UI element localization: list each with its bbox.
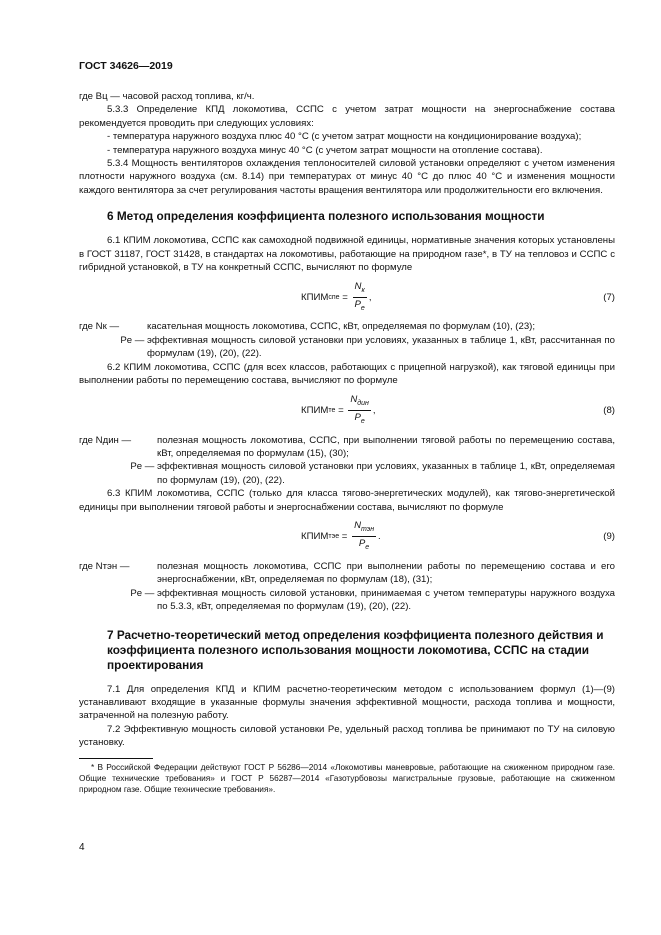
formula-lhs: КПИМ [301,404,329,416]
formula-eq: = [335,404,347,416]
paragraph-6-1: 6.1 КПИМ локомотива, ССПС как самоходной подвижной единицы, нормативные значения которых установлены в ГОСТ 31187, ГОСТ 31428, в стандартах на локомотивы, работающие на природном газе*, в ТУ на тепловоз и ССПС с гибридной установкой, в ТУ на конкретный ССПС, вычисляют по формуле [79,235,615,274]
definition-term: где Nдин — [79,434,134,446]
formula-body [301,280,371,316]
formula-tail: , [368,291,372,303]
definition-term: Pe — [120,334,147,346]
denominator: $P_e$ [354,412,365,425]
definition-text: эффективная мощность силовой установки, принимаемая с учетом температуры наружного воздуха по 5.3.3, кВт, определяемая по формулам (19), (20), (22). [157,587,615,613]
fraction [348,393,371,429]
formula-tail: . [378,531,381,543]
formula-lhs-sub: тэе [328,533,340,541]
formula-number: (9) [603,531,615,543]
condition-item: - температура наружного воздуха плюс 40 °С (с учетом затрат мощности на кондиционирование воздуха); [107,131,582,143]
page-body [79,90,615,795]
paragraph-7-2: 7.2 Эффективную мощность силовой установки Pe, удельный расход топлива be принимают по ТУ на силовую установку. [79,723,615,749]
definition-term: Pe — [130,461,157,473]
section-6-title: 6 Метод определения коэффициента полезного использования мощности [107,209,545,224]
denominator: $P_e$ [358,538,370,552]
definition-text: полезная мощность локомотива, ССПС при выполнении работы по перемещению состава и его энергоснабжении, кВт, определяемая по формулам (18), (31); [157,560,615,586]
definition-text: эффективная мощность силовой установки при условиях, указанных в таблице 1, кВт, рассчитанная по формулам (19), (20), (22). [147,334,615,360]
definition-term: где Nтэн — [79,560,133,572]
formula-lhs-sub: спе [328,293,340,301]
formula-8 [79,394,615,428]
footnote: * В Российской Федерации действуют ГОСТ Р 56286—2014 «Локомотивы маневровые, работающие на сжиженном природном газе. Общие технические требования» и ГОСТ Р 56287—2014 «Газотурбовозы магистральные грузовые, работающие на сжиженном природном газе. Общие технические требования». [79,761,615,794]
condition-item: - температура наружного воздуха минус 40 °С (с учетом затрат мощности на отопление состава). [107,144,543,156]
paragraph-6-2: 6.2 КПИМ локомотива, ССПС (для всех классов, работающих с прицепной нагрузкой), как тяговой единицы при выполнении работы по перемещению состава, вычисляют по формуле [79,361,615,387]
definition-item [79,434,615,461]
numerator: $N_к$ [353,280,367,298]
numerator: $N_{дин}$ [348,393,371,411]
numerator: $N_{тэн}$ [352,519,376,537]
formula-7 [79,280,615,314]
formula-tail: , [372,404,376,416]
formula-body [301,393,376,429]
footnote-separator [79,758,153,759]
formula-body [301,519,381,555]
definition-item [79,587,615,614]
definition-item [79,334,615,361]
definition-text: касательная мощность локомотива, ССПС, кВт, определяемая по формулам (10), (23); [147,321,536,333]
formula-eq: = [339,291,351,303]
formula-lhs: КПИМ [301,531,329,543]
formula-number: (7) [603,291,615,303]
definition-text: полезная мощность локомотива, ССПС, при выполнении тяговой работы по перемещению состава, кВт, определяемая по формулам (15), (30); [157,434,615,459]
paragraph-7-1: 7.1 Для определения КПД и КПИМ расчетно-теоретическим методом с использованием формул (1)—(9) устанавливают входящие в указанные формулы значения эффективной мощности, расхода топлива и мощности, затраченной на полезную работу. [79,683,615,722]
paragraph-6-3: 6.3 КПИМ локомотива, ССПС (только для класса тягово-энергетических модулей), как тягово-энергетической единицы при выполнении тяговой работы и энергоснабжении состава, вычисляют по формуле [79,488,615,513]
section-7-title: 7 Расчетно-теоретический метод определения коэффициента полезного действия и коэффициента полезного использования мощности локомотива, ССПС на стадии проектирования [107,627,604,672]
definition-line: где Bц — часовой расход топлива, кг/ч. [79,91,255,102]
paragraph-5-3-3: 5.3.3 Определение КПД локомотива, ССПС с учетом затрат мощности на энергоснабжение состава рекомендуется проводить при следующих условиях: [79,104,615,129]
formula-lhs-sub: те [328,406,336,414]
standard-header: ГОСТ 34626—2019 [79,60,173,72]
definition-term: Pe — [130,587,157,599]
definition-text: эффективная мощность силовой установки при условиях, указанных в таблице 1, кВт, определяемая по формулам (19), (20), (22). [157,461,615,486]
formula-lhs: КПИМ [301,291,329,303]
definition-item [79,560,615,587]
definition-item [79,460,615,487]
definition-term: где Nк — [79,321,122,333]
denominator: $P_e$ [354,298,365,312]
page-number: 4 [79,842,85,853]
definition-item [79,320,615,333]
formula-eq: = [339,531,351,543]
paragraph-5-3-4: 5.3.4 Мощность вентиляторов охлаждения теплоносителей силовой установки определяют с учетом изменения плотности наружного воздуха (см. 8.14) при температурах от минус 40 °С до плюс 40 °С и изменения мощности каждого вентилятора за счет регулирования частоты вращения вентилятора или продолжительности его включения. [79,158,615,196]
fraction [352,519,376,555]
formula-number: (8) [603,404,615,416]
formula-9 [79,520,615,554]
fraction [353,280,367,316]
